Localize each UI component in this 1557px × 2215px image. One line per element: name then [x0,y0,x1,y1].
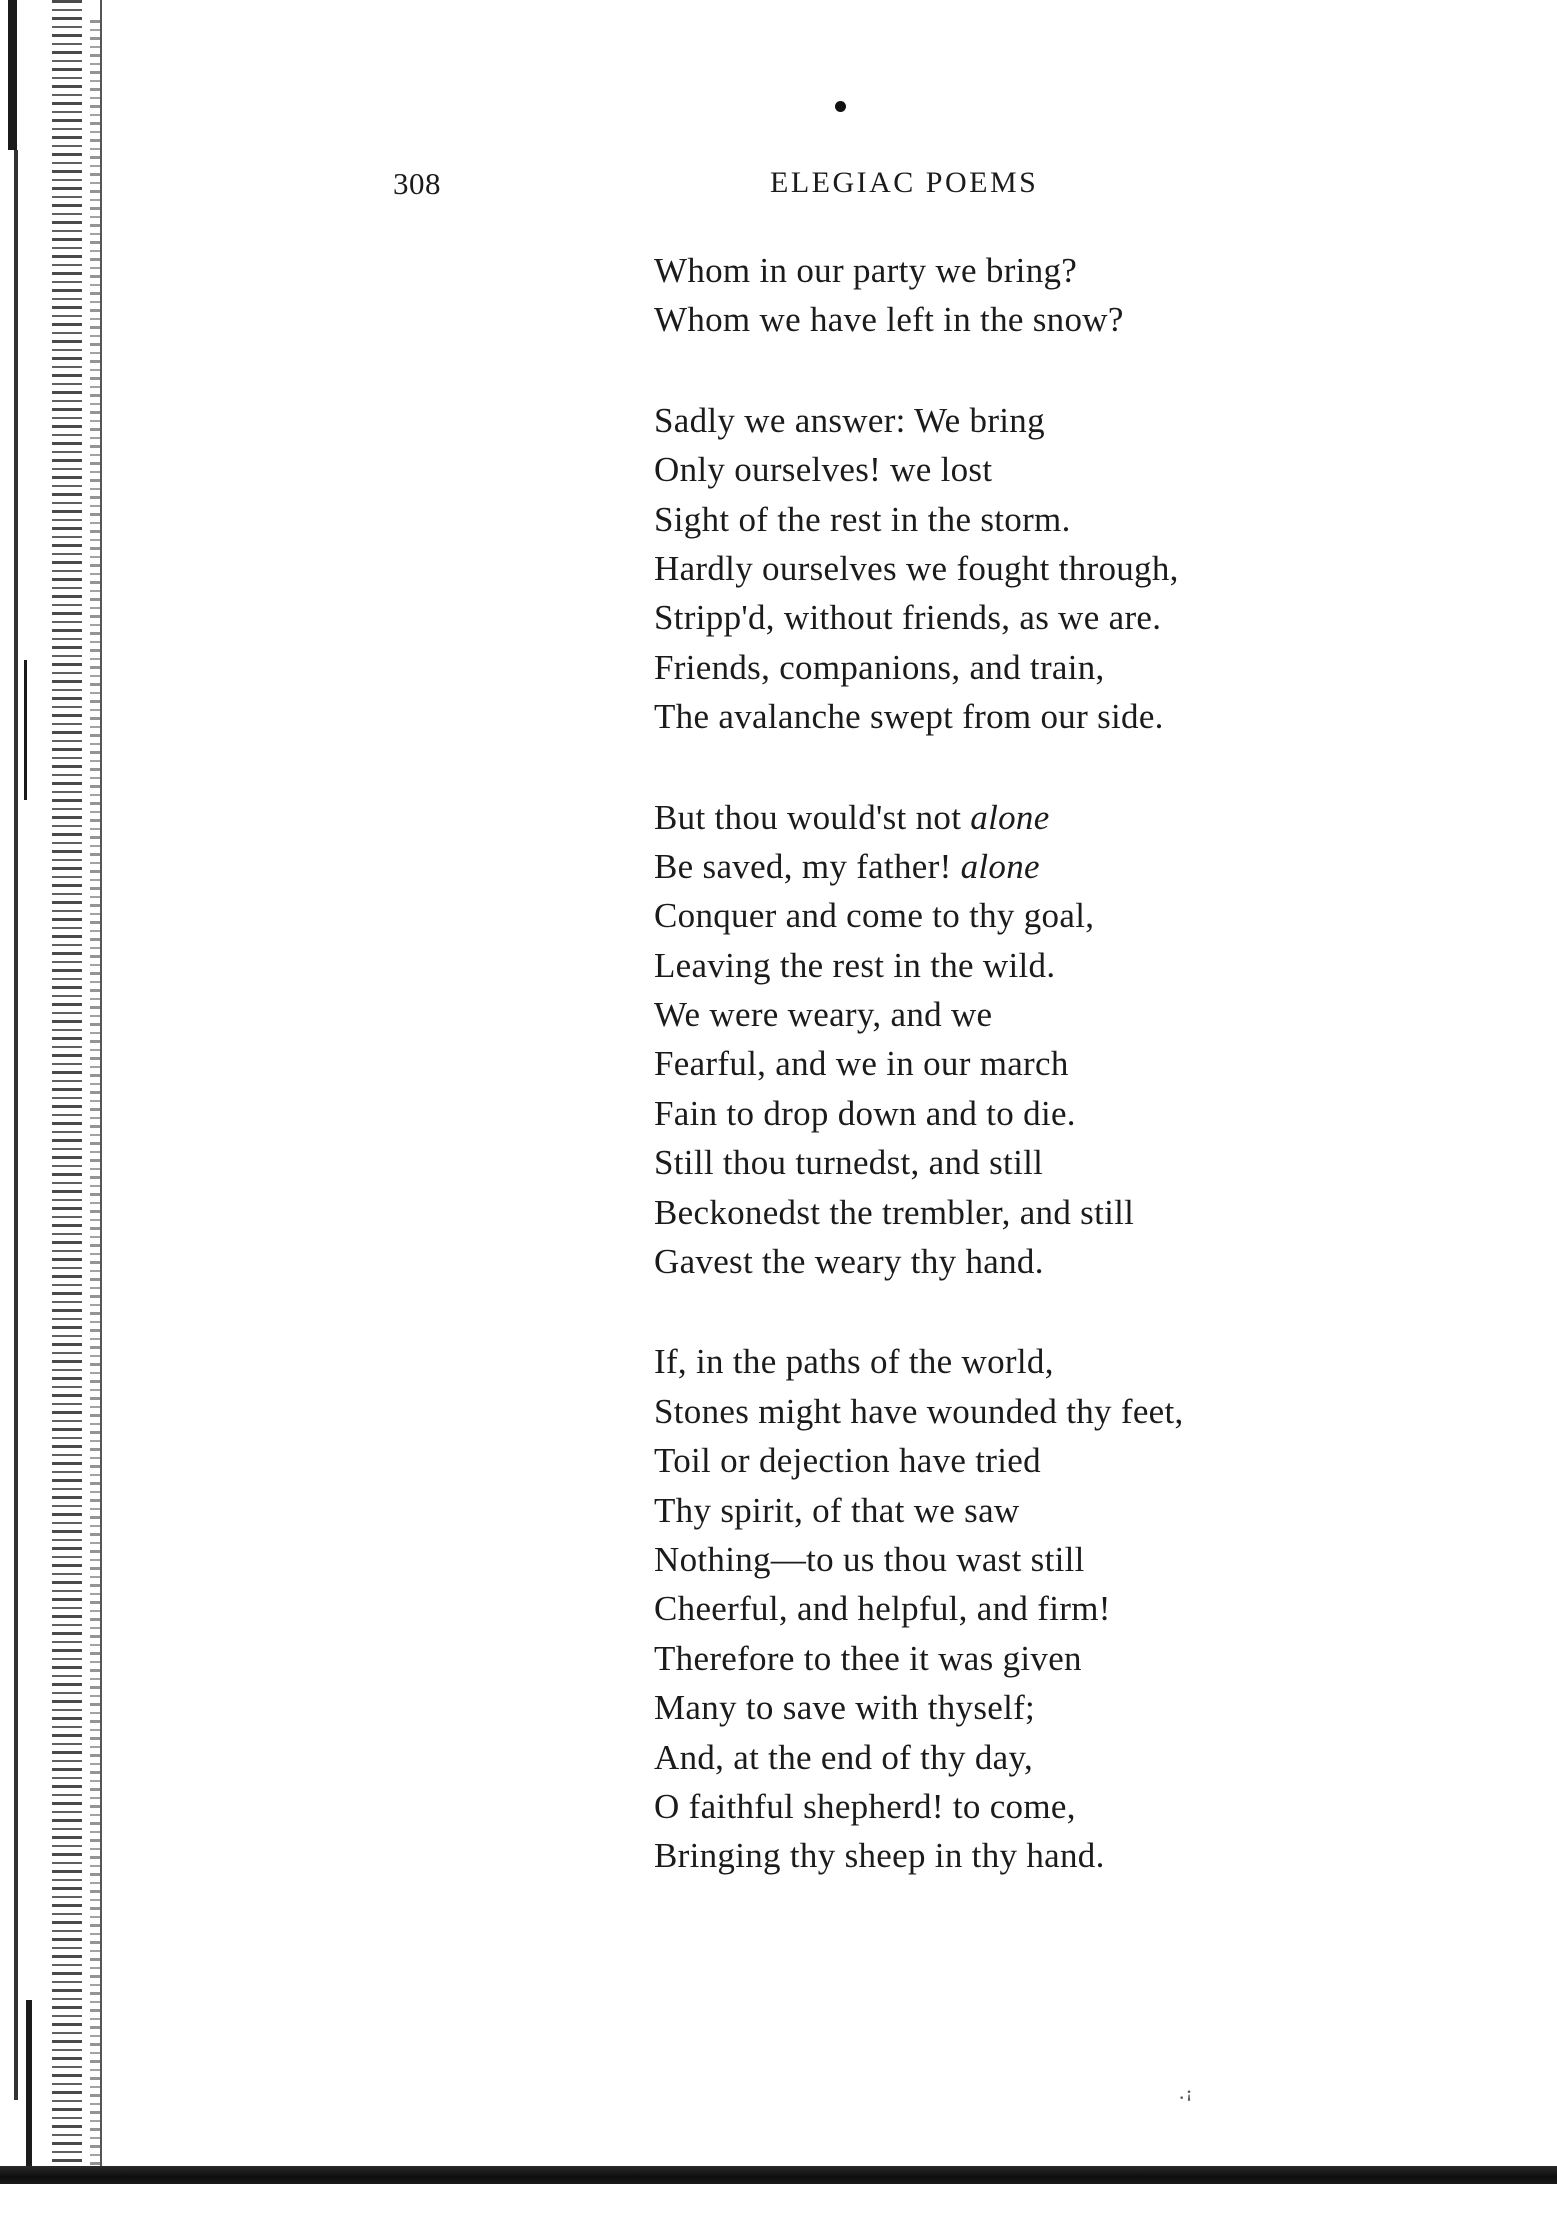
poem-line-text: We were weary, and we [654,995,993,1035]
stanza [654,793,1294,1287]
poem-line [654,295,1294,344]
poem-line [654,643,1294,692]
poem-line-text: Be saved, my father! [654,846,961,886]
poem-line-text: If, in the paths of the world, [654,1342,1054,1382]
poem-line [654,1188,1294,1237]
poem-line-text: Fain to drop down and to die. [654,1093,1076,1133]
poem-line [654,941,1294,990]
scan-gutter [0,0,115,2215]
poem-line-italic: alone [970,797,1050,837]
poem-line-italic: alone [960,846,1040,886]
poem-line-text: Stones might have wounded thy feet, [654,1391,1184,1431]
poem-line-text: Sadly we answer: We bring [654,400,1045,440]
poem-line [654,396,1294,445]
poem-line [654,1782,1294,1831]
running-head: ELEGIAC POEMS [770,166,1039,199]
poem-line [654,1584,1294,1633]
scan-speck: ·ꜟ [1178,2085,1193,2110]
poem-line-text: Friends, companions, and train, [654,647,1105,687]
stanza [654,396,1294,742]
poem-line-text: Hardly ourselves we fought through, [654,548,1179,588]
poem-line-text: Beckonedst the trembler, and still [654,1192,1135,1232]
binding-edge [8,0,17,150]
poem-line-text: O faithful shepherd! to come, [654,1786,1076,1826]
scan-noise [52,0,82,2170]
poem-line [654,246,1294,295]
poem-line-text: Nothing—to us thou wast still [654,1539,1085,1579]
binding-edge [24,660,27,800]
poem-line [654,544,1294,593]
poem-line-text: The avalanche swept from our side. [654,697,1164,737]
binding-edge [26,2000,32,2170]
poem-line-text: And, at the end of thy day, [654,1737,1034,1777]
poem-line [654,1237,1294,1286]
poem-line [654,1535,1294,1584]
stanza [654,246,1294,345]
poem-line [654,1683,1294,1732]
poem-line-text: Toil or dejection have tried [654,1441,1041,1481]
poem-line-text: Leaving the rest in the wild. [654,945,1056,985]
poem-line-text: Sight of the rest in the storm. [654,499,1071,539]
poem-line [654,842,1294,891]
poem-line-text: Only ourselves! we lost [654,450,993,490]
poem-line [654,1486,1294,1535]
printer-mark [835,101,846,112]
poem-body [654,246,1294,1932]
poem-line [654,891,1294,940]
poem-line-text: Conquer and come to thy goal, [654,896,1095,936]
binding-edge [14,150,18,2100]
poem-line-text: Bringing thy sheep in thy hand. [654,1836,1105,1876]
poem-line-text: But thou would'st not [654,797,971,837]
poem-line [654,1733,1294,1782]
poem-line [654,1634,1294,1683]
poem-line [654,1337,1294,1386]
poem-line [654,495,1294,544]
poem-line [654,1436,1294,1485]
poem-line-text: Thy spirit, of that we saw [654,1490,1020,1530]
poem-line-text: Stripp'd, without friends, as we are. [654,598,1162,638]
stanza [654,1337,1294,1880]
poem-line [654,990,1294,1039]
scan-noise [90,20,100,2170]
poem-line-text: Cheerful, and helpful, and firm! [654,1589,1111,1629]
poem-line [654,692,1294,741]
poem-line [654,1138,1294,1187]
page-bottom-edge [0,2166,1557,2184]
poem-line-text: Gavest the weary thy hand. [654,1242,1044,1282]
poem-line-text: Whom we have left in the snow? [654,300,1124,340]
poem-line-text: Whom in our party we bring? [654,251,1078,290]
poem-line [654,1831,1294,1880]
poem-line [654,793,1294,842]
poem-line [654,1089,1294,1138]
poem-line [654,1039,1294,1088]
poem-line-text: Therefore to thee it was given [654,1638,1082,1678]
poem-line-text: Many to save with thyself; [654,1688,1036,1728]
poem-line-text: Fearful, and we in our march [654,1044,1069,1084]
poem-line [654,445,1294,494]
binding-edge [100,0,102,2170]
poem-line-text: Still thou turnedst, and still [654,1143,1044,1183]
poem-line [654,593,1294,642]
poem-line [654,1387,1294,1436]
page-number: 308 [393,166,441,201]
